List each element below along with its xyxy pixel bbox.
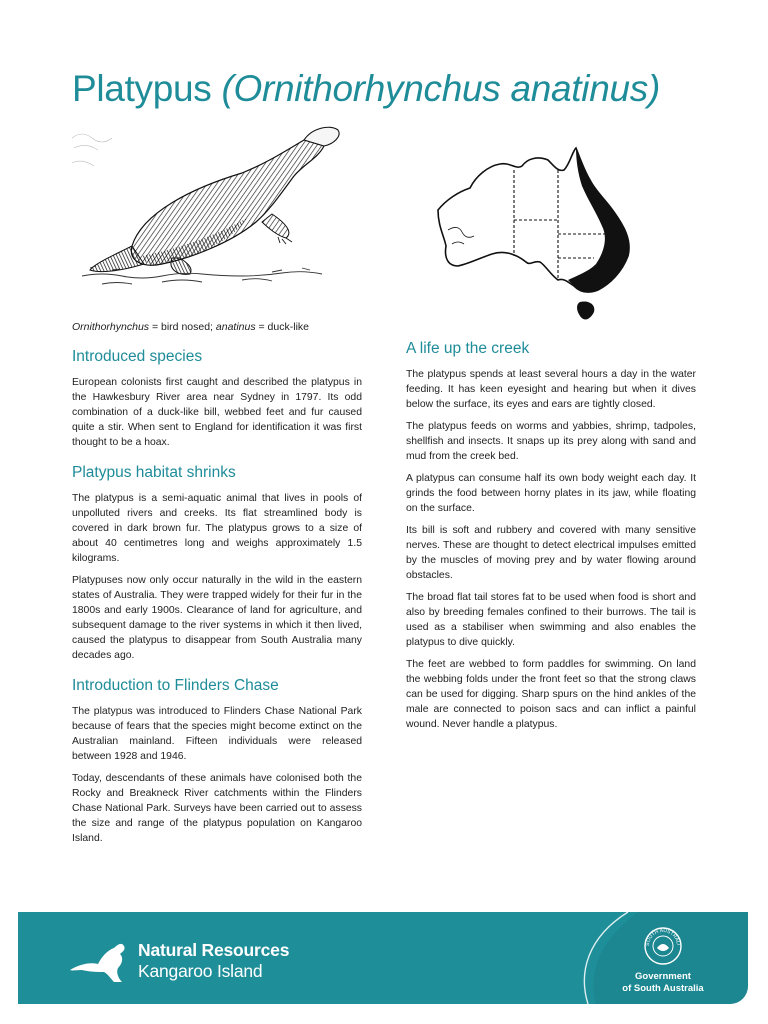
- paragraph: Platypuses now only occur naturally in the wild in the eastern states of Australia. They were trapped widely for their fur in the 1800s and early 1900s. Clearance of land for agriculture, and subsequent damage to the river systems in which it then lived, caused the platypus to disappear from South Australia many decades ago.: [72, 575, 362, 661]
- section-life-up-the-creek: [406, 340, 696, 732]
- state-seal-icon: [643, 926, 683, 966]
- org-name-line1: Natural Resources: [138, 940, 290, 960]
- government-line1: Government: [635, 971, 691, 982]
- paragraph: The broad flat tail stores fat to be used when food is short and also by breeding females confined to their burrows. The tail is used as a stabiliser when swimming and also enables the platypus to dive quickly.: [406, 592, 696, 648]
- paragraph: The platypus spends at least several hours a day in the water feeding. It has keen eyesight and hearing but when it dives below the surface, its eyes and ears are tightly closed.: [406, 369, 696, 410]
- org-name-line2: Kangaroo Island: [138, 961, 263, 981]
- title-common-name: Platypus: [72, 68, 212, 109]
- caption-meaning-species: = duck-like: [255, 321, 309, 333]
- paragraph: The platypus is a semi-aquatic animal that lives in pools of unpolluted rivers and creeks. Its flat streamlined body is covered in dark brown fur. The platypus grows to a size of about 40 centimetres long and weighs approximately 1.5 kilograms.: [72, 493, 362, 564]
- name-caption: [72, 320, 309, 335]
- section-heading: Platypus habitat shrinks: [72, 464, 236, 481]
- paragraph: The platypus was introduced to Flinders Chase National Park because of fears that the species might become extinct on the Australian mainland. Fifteen individuals were released between 1928 and 1946.: [72, 706, 362, 762]
- government-line2: of South Australia: [622, 983, 704, 994]
- paragraph: Its bill is soft and rubbery and covered with many sensitive nerves. These are thought to detect electrical impulses emitted by the muscles of moving prey and by water flowing around obstacles.: [406, 525, 696, 581]
- section-heading: Introduced species: [72, 348, 203, 365]
- caption-term-genus: Ornithorhynchus: [72, 321, 150, 333]
- caption-meaning-genus: = bird nosed;: [149, 321, 216, 333]
- section-heading: A life up the creek: [406, 340, 530, 357]
- section-habitat-shrinks: [72, 464, 362, 663]
- footer-banner: [18, 912, 748, 1004]
- paragraph: A platypus can consume half its own body weight each day. It grinds the food between horny plates in its jaw, while floating on the surface.: [406, 473, 696, 514]
- kangaroo-logo-icon: [68, 940, 132, 984]
- paragraph: The feet are webbed to form paddles for swimming. On land the webbing folds under the front feet so that the strong claws can be used for digging. Sharp spurs on the hind ankles of the male are connected to poison sacs and can inflict a painful wound. Never handle a platypus.: [406, 659, 696, 730]
- section-heading: Introduction to Flinders Chase: [72, 677, 279, 694]
- caption-term-species: anatinus: [215, 321, 256, 333]
- title-scientific-name: (Ornithorhynchus anatinus): [221, 68, 660, 109]
- left-column: [72, 348, 362, 860]
- paragraph: Today, descendants of these animals have colonised both the Rocky and Breakneck River catchments within the Flinders Chase National Park. Surveys have been carried out to assess the size and range of the platypus population on Kangaroo Island.: [72, 773, 362, 844]
- australia-distribution-map: [418, 140, 643, 330]
- platypus-illustration: [72, 118, 342, 298]
- paragraph: European colonists first caught and described the platypus in the Hawkesbury River area near Sydney in 1797. Its odd combination of a duck-like bill, webbed feet and fur caused quite a stir. When sent to England for identification it was first thought to be a hoax.: [72, 377, 362, 448]
- paragraph: The platypus feeds on worms and yabbies, shrimp, tadpoles, shellfish and insects. It snaps up its prey along with sand and mud from the creek bed.: [406, 421, 696, 462]
- section-flinders-chase: [72, 677, 362, 846]
- right-column: [406, 340, 696, 746]
- seal-text: SOUTH AUSTRALI: [644, 927, 681, 947]
- section-introduced-species: [72, 348, 362, 450]
- page-title: [72, 68, 660, 110]
